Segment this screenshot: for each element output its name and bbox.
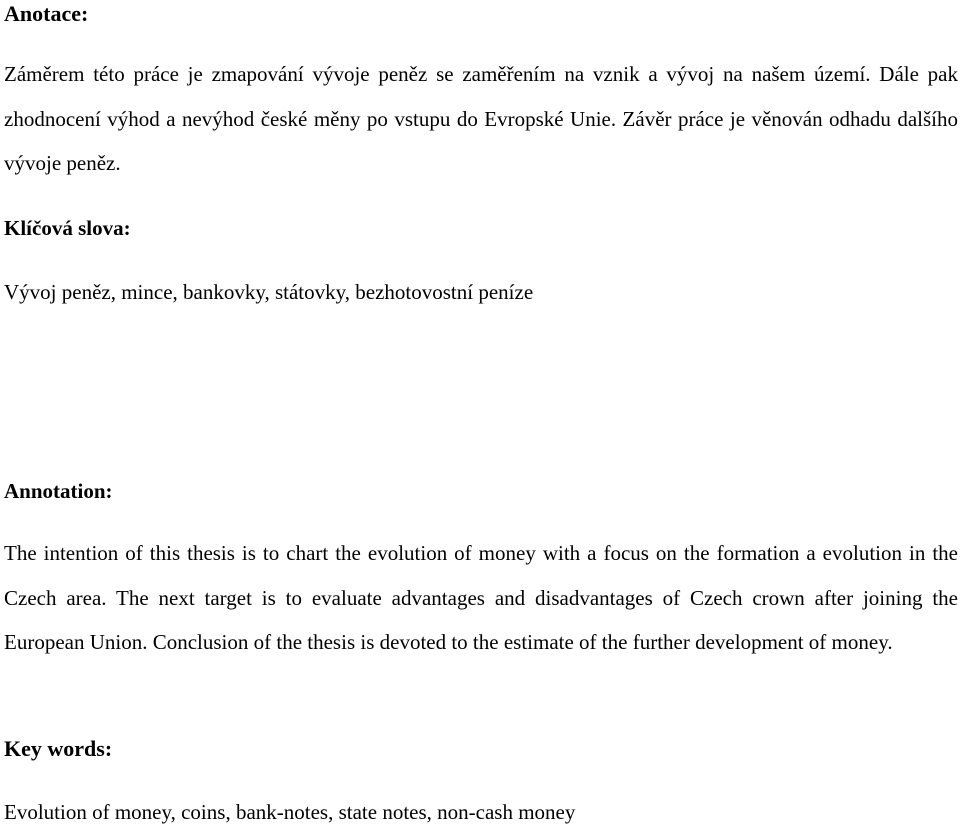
anotace-heading: Anotace: [4, 1, 89, 26]
key-words-heading: Key words: [4, 736, 113, 761]
anotace-paragraph: Záměrem této práce je zmapování vývoje peněz se zaměřením na vznik a vývoj na našem území. Dále pak zhodnocení výhod a nevýhod české měny po vstupu do Evropské Unie. Závěr práce je věnován odhadu dalšího vývoje peněz. [4, 62, 958, 175]
key-words-text: Evolution of money, coins, bank-notes, state notes, non-cash money [4, 800, 576, 824]
klicova-slova-text: Vývoj peněz, mince, bankovky, státovky, bezhotovostní peníze [4, 280, 534, 304]
annotation-heading: Annotation: [4, 479, 113, 503]
annotation-paragraph: The intention of this thesis is to chart the evolution of money with a focus on the formation a evolution in the Czech area. The next target is to evaluate advantages and disadvantages of Czech crown after joining the European Union. Conclusion of the thesis is devoted to the estimate of the further development of money. [4, 541, 958, 654]
klicova-slova-heading: Klíčová slova: [4, 216, 131, 240]
